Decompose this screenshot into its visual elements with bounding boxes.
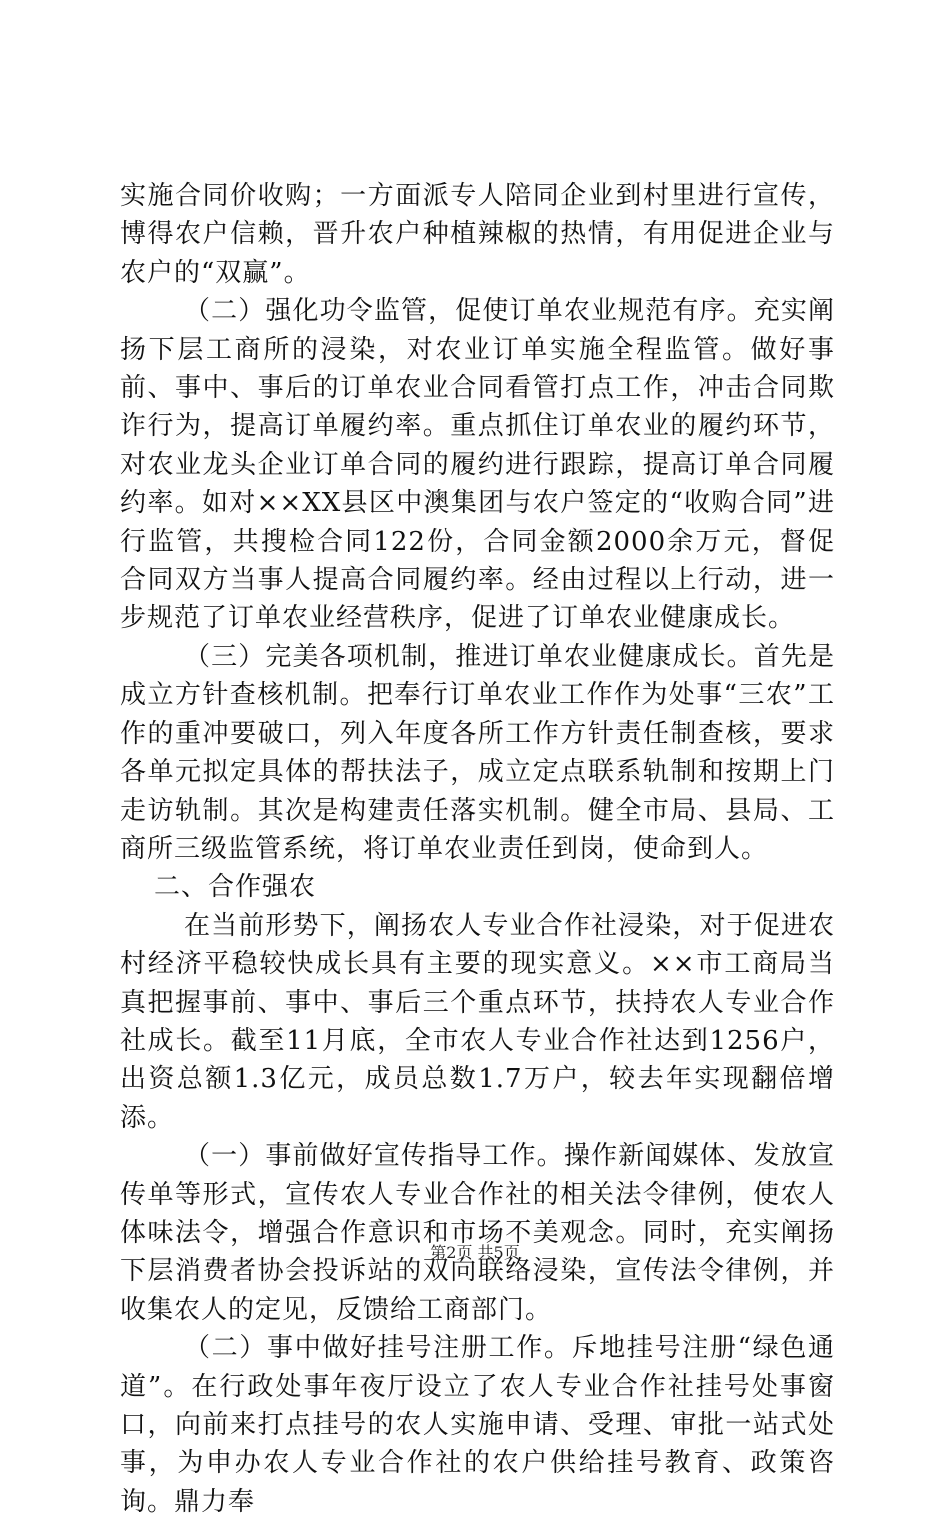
paragraph-mechanisms: （三）完美各项机制，推进订单农业健康成长。首先是成立方针查核机制。把奉行订单农业工作作为处事“三农”工作的重冲要破口，列入年度各所工作方针责任制查核，要求各单元拟定具体的帮扶法子，成立定点联系轨制和按期上门走访轨制。其次是构建责任落实机制。健全市局、县局、工商所三级监管系统，将订单农业责任到岗，使命到人。 xyxy=(120,641,835,864)
page-number-footer: 第2页 共5页 xyxy=(430,1243,520,1262)
paragraph-order-supervision: （二）强化功令监管，促使订单农业规范有序。充实阐扬下层工商所的浸染，对农业订单实施全程监管。做好事前、事中、事后的订单农业合同看管打点工作，冲击合同欺诈行为，提高订单履约率。重点抓住订单农业的履约环节，对农业龙头企业订单合同的履约进行跟踪，提高订单合同履约率。如对××XX县区中澳集团与农户签定的“收购合同”进行监管，共搜检合同122份，合同金额2000余万元，督促合同双方当事人提高合同履约率。经由过程以上行动，进一步规范了订单农业经营秩序，促进了订单农业健康成长。 xyxy=(120,296,835,634)
paragraph-cooperatives-overview: 在当前形势下，阐扬农人专业合作社浸染，对于促进农村经济平稳较快成长具有主要的现实意义。××市工商局当真把握事前、事中、事后三个重点环节，扶持农人专业合作社成长。截至11月底，全市农人专业合作社达到1256户，出资总额1.3亿元，成员总数1.7万户，较去年实现翻倍增添。 xyxy=(120,910,835,1133)
document-body xyxy=(120,177,835,1521)
section-heading-cooperation: 二、合作强农 xyxy=(154,872,317,903)
paragraph-continuation: 实施合同价收购；一方面派专人陪同企业到村里进行宣传，博得农户信赖，晋升农户种植辣椒的热情，有用促进企业与农户的“双赢”。 xyxy=(120,181,835,288)
paragraph-publicity-guidance: （一）事前做好宣传指导工作。操作新闻媒体、发放宣传单等形式，宣传农人专业合作社的相关法令律例，使农人体味法令，增强合作意识和市场不美观念。同时，充实阐扬下层消费者协会投诉站的双向联络浸染，宣传法令律例，并收集农人的定见，反馈给工商部门。 xyxy=(120,1141,835,1325)
paragraph-registration: （二）事中做好挂号注册工作。斥地挂号注册“绿色通道”。在行政处事年夜厅设立了农人专业合作社挂号处事窗口，向前来打点挂号的农人实施申请、受理、审批一站式处事，为申办农人专业合作社的农户供给挂号教育、政策咨询。鼎力奉 xyxy=(120,1333,835,1517)
